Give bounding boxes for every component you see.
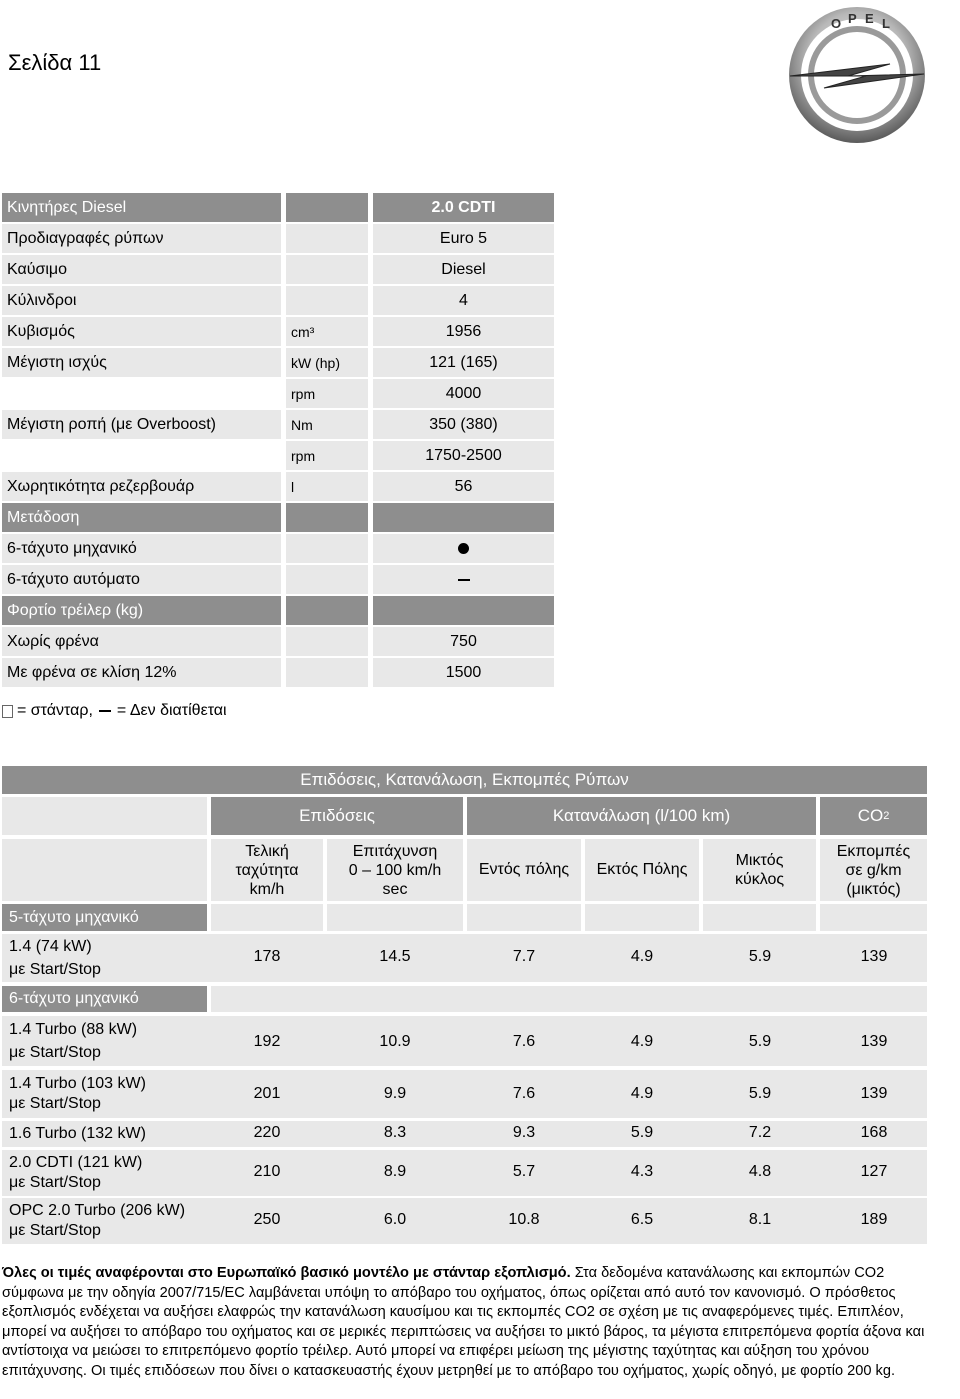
model-name: 1.4 Turbo (88 kW) (9, 1021, 138, 1038)
urban-value: 7.7 (512, 948, 536, 965)
combined-value: 5.9 (748, 1085, 772, 1102)
col-emissions-line: Εκπομπές (836, 842, 911, 860)
performance-table (0, 764, 930, 1246)
spec-value: 4 (373, 286, 554, 315)
spec-header-engine: 2.0 CDTI (373, 193, 554, 222)
spec-label: Με φρένα σε κλίση 12% (2, 658, 281, 687)
spec-value: 750 (373, 627, 554, 656)
col-extra-urban: Εκτός Πόλης (585, 839, 699, 901)
acceleration-value: 9.9 (383, 1085, 407, 1102)
emissions-value: 127 (860, 1163, 888, 1180)
spec-label: Μέγιστη ισχύς (2, 348, 281, 377)
spec-value (373, 534, 554, 563)
spec-row (0, 410, 556, 441)
table-row (2, 1121, 927, 1147)
section-blank (467, 904, 581, 931)
combined-value: 4.8 (748, 1163, 772, 1180)
spec-value: 56 (373, 472, 554, 501)
combined-value: 5.9 (748, 1033, 772, 1050)
spec-label: Προδιαγραφές ρύπων (2, 224, 281, 253)
table-row (2, 934, 927, 982)
legend (2, 702, 227, 720)
acceleration-value: 8.3 (383, 1124, 407, 1141)
opel-logo-icon (786, 4, 928, 146)
section-blank (327, 904, 463, 931)
svg-text:O: O (831, 16, 842, 31)
extra-urban-value: 6.5 (630, 1211, 654, 1228)
spec-value: 1750-2500 (373, 441, 554, 470)
section-blank (211, 904, 323, 931)
transmission-section-label: Μετάδοση (2, 503, 281, 532)
perf-title: Επιδόσεις, Κατανάλωση, Εκπομπές Ρύπων (2, 766, 927, 794)
spec-row (0, 441, 556, 472)
perf-group-co2 (820, 797, 927, 835)
col-emissions-line: σε g/km (845, 861, 902, 879)
model-variant: με Start/Stop (9, 1174, 101, 1191)
spec-unit: Nm (286, 410, 368, 439)
co2-label: CO (857, 806, 884, 825)
spec-section-row (0, 503, 556, 534)
acceleration-value: 10.9 (379, 1033, 411, 1050)
svg-text:P: P (848, 11, 857, 26)
emissions-value: 139 (860, 1085, 888, 1102)
legend-not-available: = Δεν διατίθεται (116, 702, 227, 719)
spec-value: 350 (380) (373, 410, 554, 439)
spec-row (0, 379, 556, 410)
spec-value (373, 503, 554, 532)
spec-unit (286, 658, 368, 687)
spec-unit: rpm (286, 379, 368, 408)
table-row (2, 1150, 927, 1196)
extra-urban-value: 4.3 (630, 1163, 654, 1180)
spec-header-row (0, 193, 556, 224)
model-name: 1.6 Turbo (132 kW) (9, 1125, 146, 1142)
perf-group-consumption: Κατανάλωση (l/100 km) (467, 797, 816, 835)
model-name: 1.4 (74 kW) (9, 938, 92, 955)
spec-unit (286, 534, 368, 563)
svg-text:E: E (865, 11, 874, 26)
spec-unit (286, 596, 368, 625)
acceleration-value: 8.9 (383, 1163, 407, 1180)
not-available-dash-icon (458, 579, 470, 581)
spec-unit (286, 224, 368, 253)
col-top-speed-line: km/h (249, 880, 285, 898)
col-top-speed-line: Τελική (245, 842, 289, 860)
extra-urban-value: 4.9 (630, 948, 654, 965)
urban-value: 10.8 (508, 1211, 540, 1228)
table-row (2, 1070, 927, 1118)
extra-urban-value: 4.9 (630, 1033, 654, 1050)
extra-urban-value: 5.9 (630, 1124, 654, 1141)
engine-spec-table (0, 193, 556, 689)
section-blank (820, 904, 927, 931)
spec-value: 1956 (373, 317, 554, 346)
top-speed-value: 201 (253, 1085, 281, 1102)
urban-value: 5.7 (512, 1163, 536, 1180)
standard-box-icon (2, 705, 13, 718)
acceleration-value: 14.5 (379, 948, 411, 965)
spec-row (0, 255, 556, 286)
col-accel-line: Επιτάχυνση (352, 842, 438, 860)
section-5-speed: 5-τάχυτο μηχανικό (2, 904, 207, 931)
footnote-text: Στα δεδομένα κατανάλωσης και εκπομπών CO2 σύμφωνα με την οδηγία 2007/715/EC λαμβάνεται υπόψη το απόβαρο του οχήματος, όπως ορίζεται από αυτό τον κανονισμό. Ο πρόσθετος εξοπλισμός ενδέχεται να αυξήσει ελαφρώς την κατανάλωση καυσίμου και τις εκπομπές CO2 σε σχέση με τις αναφερόμενες τιμές. Επιπλέον, μπορεί να αυξήσει το απόβαρο του οχήματος και σε μερικές περιπτώσεις να αυξήσει το μικτό βάρος, τα μέγιστα επιτρεπόμενα φορτία άξονα και αντίστοιχα να μειώσει το επιτρεπόμενο φορτίο τρέιλερ. Αυτό μπορεί να επιφέρει μείωση της μέγιστης ταχύτητας και αύξηση του χρόνου επιτάχυνσης. Οι τιμές επιδόσεων που δίνει ο κατασκευαστής έχουν μετρηθεί με το απόβαρο του οχήματος, χωρίς οδηγό, με φορτίο 200 kg. (2, 1265, 925, 1379)
spec-label (2, 441, 281, 470)
spec-label: Κύλινδροι (2, 286, 281, 315)
not-available-dash-icon (99, 710, 111, 712)
urban-value: 9.3 (512, 1124, 536, 1141)
top-speed-value: 210 (253, 1163, 281, 1180)
spec-value: Euro 5 (373, 224, 554, 253)
table-row (2, 1016, 927, 1066)
emissions-value: 189 (860, 1211, 888, 1228)
spec-section-row (0, 596, 556, 627)
spec-row (0, 348, 556, 379)
spec-row (0, 472, 556, 503)
top-speed-value: 220 (253, 1124, 281, 1141)
section-blank (703, 904, 816, 931)
model-name: 2.0 CDTI (121 kW) (9, 1154, 143, 1171)
combined-value: 7.2 (748, 1124, 772, 1141)
col-emissions-line: (μικτός) (846, 880, 901, 898)
spec-row (0, 224, 556, 255)
combined-value: 8.1 (748, 1211, 772, 1228)
spec-label: Μέγιστη ροπή (με Overboost) (2, 410, 281, 439)
spec-unit (286, 503, 368, 532)
spec-value (373, 596, 554, 625)
spec-unit (286, 627, 368, 656)
spec-label: Χωρητικότητα ρεζερβουάρ (2, 472, 281, 501)
col-urban: Εντός πόλης (467, 839, 581, 901)
spec-row (0, 565, 556, 596)
combined-value: 5.9 (748, 948, 772, 965)
emissions-value: 139 (860, 948, 888, 965)
model-name: 1.4 Turbo (103 kW) (9, 1075, 146, 1092)
spec-unit: cm³ (286, 317, 368, 346)
spec-label: 6-τάχυτο αυτόματο (2, 565, 281, 594)
col-combined-line: Μικτός (735, 852, 784, 869)
perf-group-blank (2, 797, 207, 835)
spec-row (0, 534, 556, 565)
spec-label: Χωρίς φρένα (2, 627, 281, 656)
col-top-speed-line: ταχύτητα (235, 861, 299, 879)
spec-row (0, 286, 556, 317)
model-variant: με Start/Stop (9, 1095, 101, 1112)
standard-dot-icon (458, 543, 469, 554)
spec-label: Καύσιμο (2, 255, 281, 284)
spec-unit (286, 565, 368, 594)
spec-header-label: Κινητήρες Diesel (2, 193, 281, 222)
col-emissions (820, 839, 927, 901)
trailer-section-label: Φορτίο τρέιλερ (kg) (2, 596, 281, 625)
spec-unit: l (286, 472, 368, 501)
perf-col-blank (2, 839, 207, 901)
urban-value: 7.6 (512, 1033, 536, 1050)
emissions-value: 139 (860, 1033, 888, 1050)
col-combined (703, 839, 816, 901)
spec-value (373, 565, 554, 594)
urban-value: 7.6 (512, 1085, 536, 1102)
extra-urban-value: 4.9 (630, 1085, 654, 1102)
top-speed-value: 192 (253, 1033, 281, 1050)
co2-subscript: 2 (883, 810, 890, 822)
section-blank (211, 986, 927, 1012)
top-speed-value: 178 (253, 948, 281, 965)
model-variant: με Start/Stop (9, 1222, 101, 1239)
col-combined-line: κύκλος (734, 871, 785, 888)
spec-value: 121 (165) (373, 348, 554, 377)
page-label: Σελίδα 11 (8, 50, 102, 75)
spec-label: Κυβισμός (2, 317, 281, 346)
spec-value: 4000 (373, 379, 554, 408)
spec-row (0, 317, 556, 348)
footnote (2, 1264, 932, 1381)
col-acceleration (327, 839, 463, 901)
footnote-bold: Όλες οι τιμές αναφέρονται στο Ευρωπαϊκό βασικό μοντέλο με στάνταρ εξοπλισμό. (2, 1265, 571, 1281)
spec-unit (286, 255, 368, 284)
spec-label (2, 379, 281, 408)
emissions-value: 168 (860, 1124, 888, 1141)
spec-label: 6-τάχυτο μηχανικό (2, 534, 281, 563)
col-top-speed (211, 839, 323, 901)
section-blank (585, 904, 699, 931)
spec-row (0, 658, 556, 689)
spec-unit: kW (hp) (286, 348, 368, 377)
model-variant: με Start/Stop (9, 961, 101, 978)
perf-group-performance: Επιδόσεις (211, 797, 463, 835)
model-variant: με Start/Stop (9, 1044, 101, 1061)
table-row (2, 1198, 927, 1244)
acceleration-value: 6.0 (383, 1211, 407, 1228)
spec-row (0, 627, 556, 658)
spec-value: 1500 (373, 658, 554, 687)
top-speed-value: 250 (253, 1211, 281, 1228)
col-accel-line: sec (382, 880, 408, 898)
svg-text:L: L (882, 16, 890, 31)
spec-unit: rpm (286, 441, 368, 470)
section-6-speed: 6-τάχυτο μηχανικό (2, 986, 207, 1012)
spec-header-unit (286, 193, 368, 222)
spec-value: Diesel (373, 255, 554, 284)
legend-standard: = στάνταρ, (17, 702, 93, 719)
model-name: OPC 2.0 Turbo (206 kW) (9, 1202, 186, 1219)
spec-unit (286, 286, 368, 315)
col-accel-line: 0 – 100 km/h (348, 861, 442, 879)
